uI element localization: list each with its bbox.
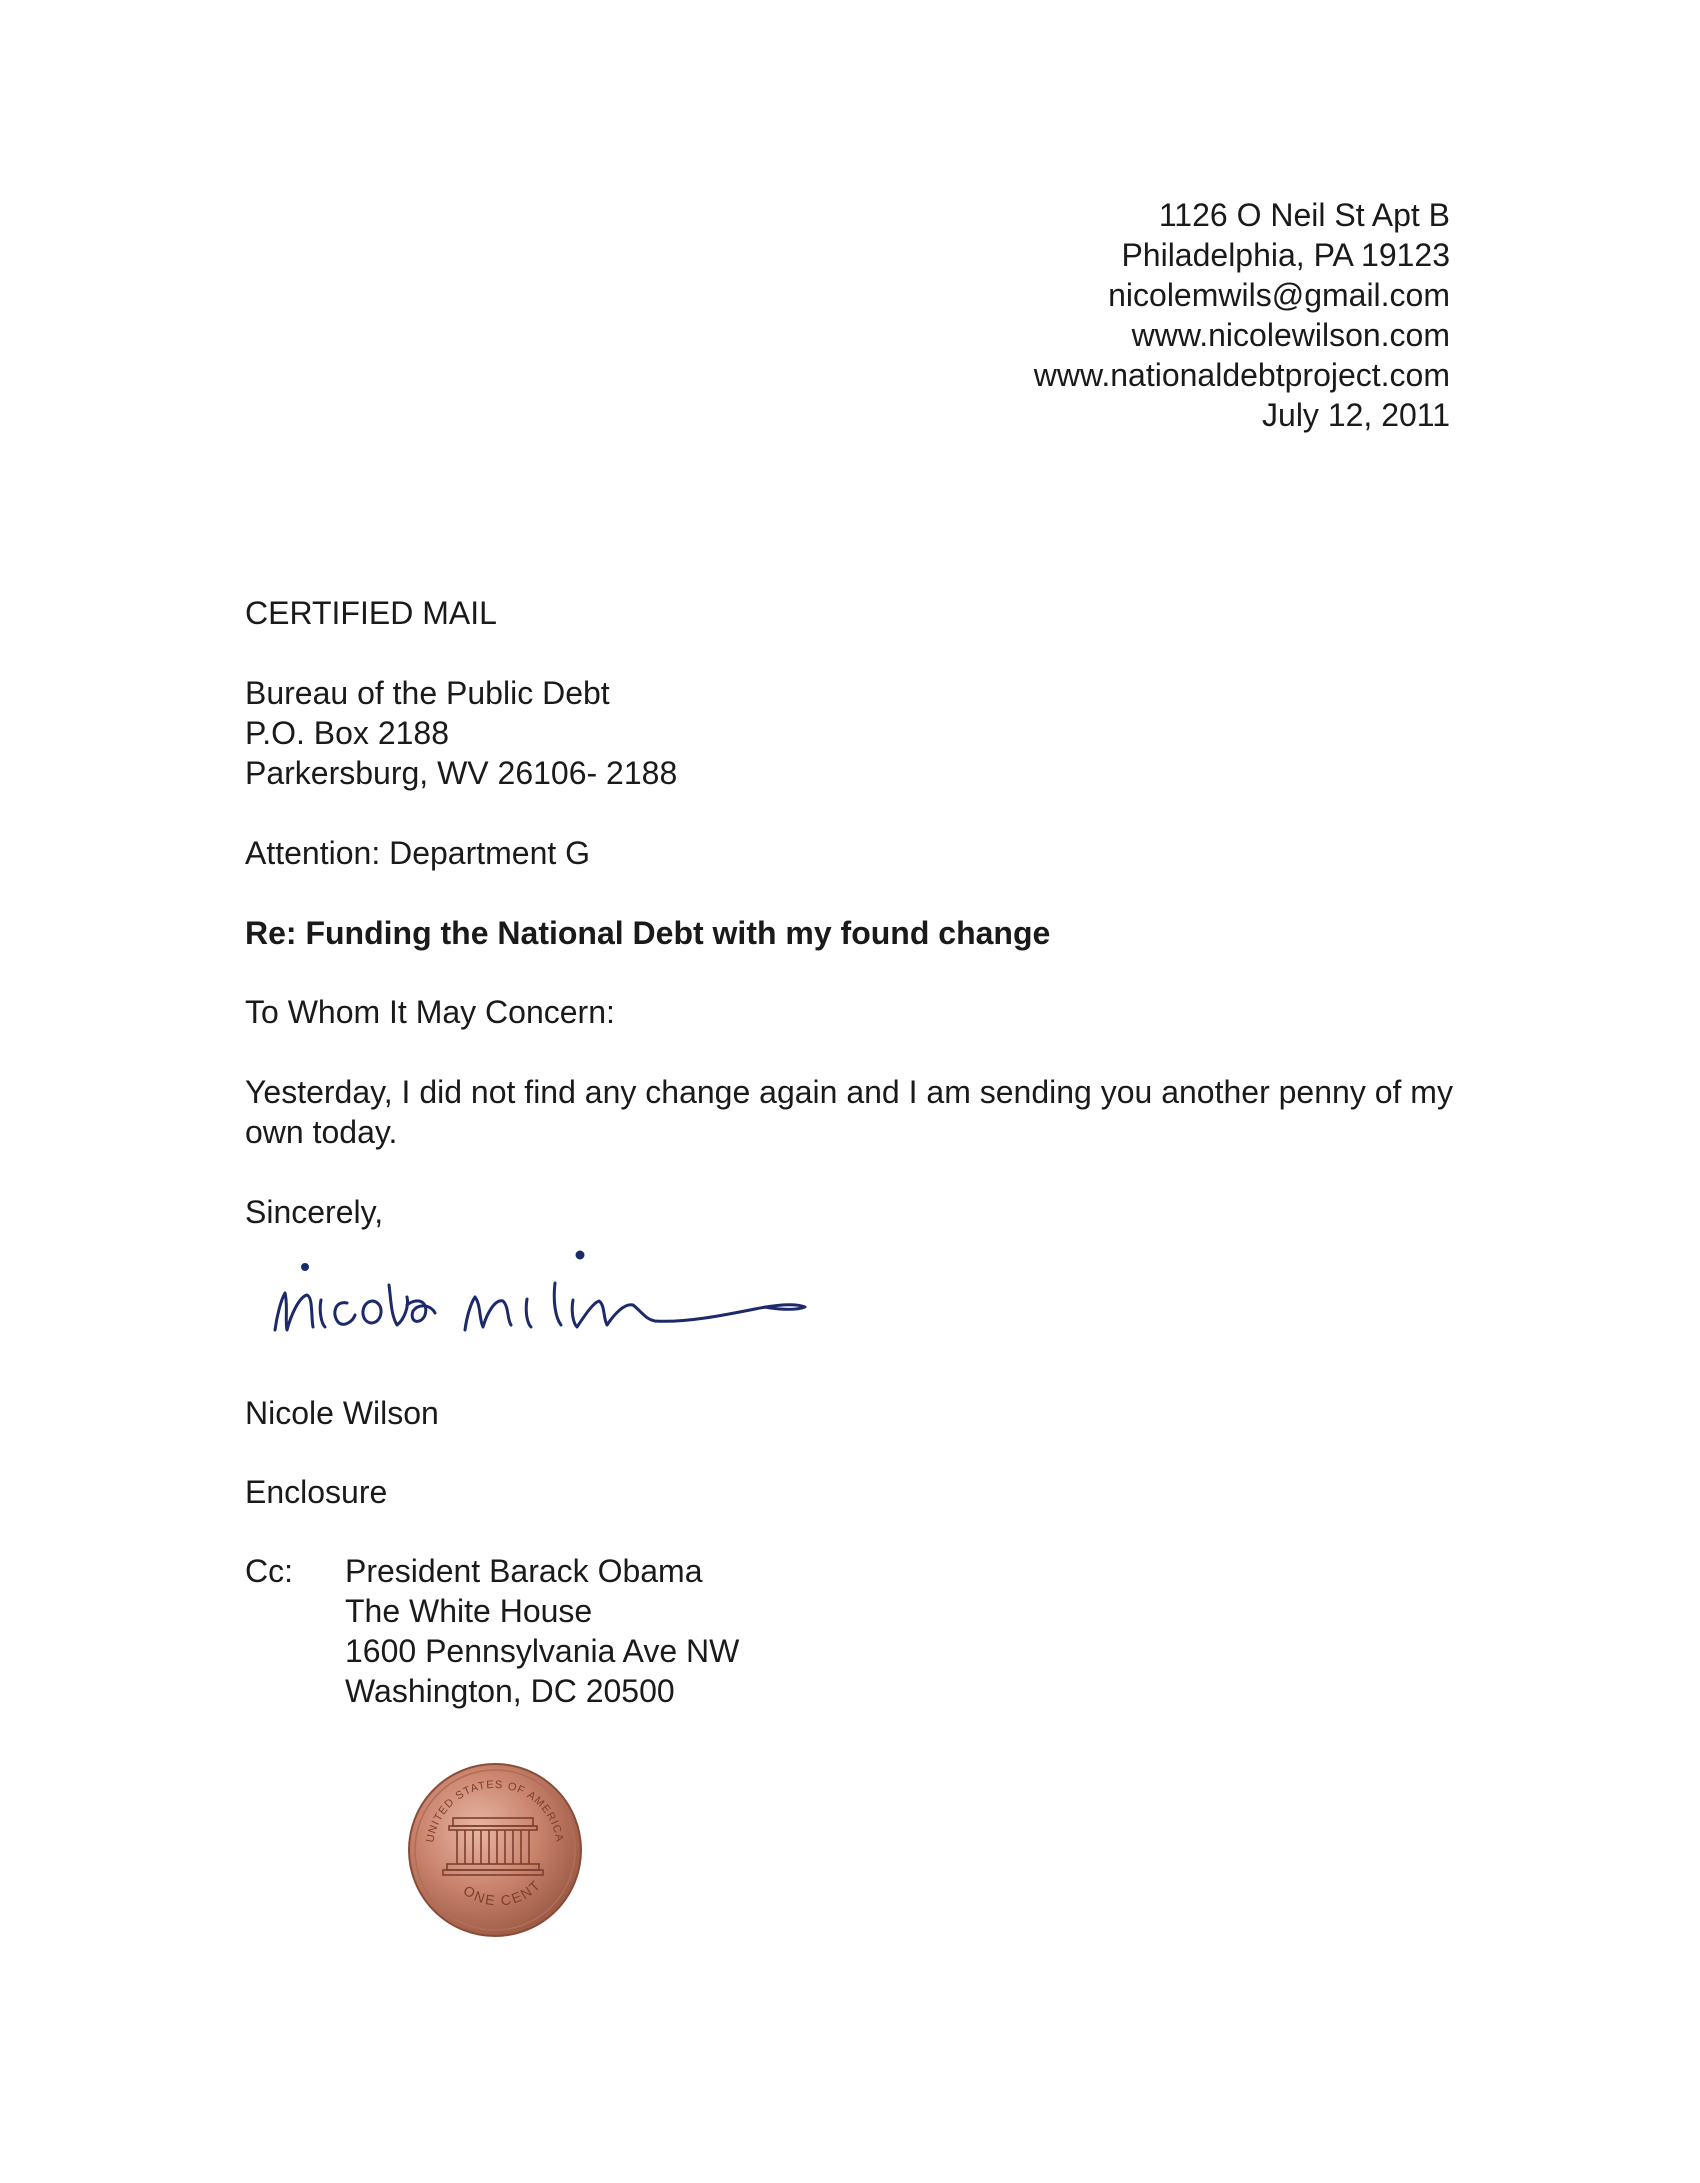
sender-address-line2: Philadelphia, PA 19123 — [1121, 237, 1450, 273]
cc-line-3: 1600 Pennsylvania Ave NW — [345, 1633, 740, 1669]
closing: Sincerely, — [245, 1194, 384, 1230]
handwritten-signature — [255, 1245, 815, 1355]
salutation: To Whom It May Concern: — [245, 994, 615, 1030]
signer-name: Nicole Wilson — [245, 1395, 439, 1431]
body-paragraph: Yesterday, I did not find any change again and I am sending you another penny of my own today. — [245, 1074, 1453, 1150]
attention-line: Attention: Department G — [245, 835, 591, 871]
sender-address-line1: 1126 O Neil St Apt B — [1158, 197, 1450, 233]
sender-address-block — [1034, 195, 1450, 435]
letter-date: July 12, 2011 — [1262, 397, 1450, 433]
penny-top-text: UNITED STATES OF AMERICA — [424, 1778, 566, 1844]
cc-line-2: The White House — [345, 1593, 593, 1629]
cc-recipient-block — [345, 1551, 739, 1711]
penny-coin-image — [405, 1760, 585, 1940]
cc-line-1: President Barack Obama — [345, 1553, 703, 1589]
enclosure-note: Enclosure — [245, 1474, 388, 1510]
recipient-city-line: Parkersburg, WV 26106- 2188 — [245, 755, 678, 791]
recipient-po-box: P.O. Box 2188 — [245, 715, 449, 751]
sender-website-1: www.nicolewilson.com — [1131, 317, 1450, 353]
cc-line-4: Washington, DC 20500 — [345, 1673, 675, 1709]
penny-bottom-text: ONE CENT — [460, 1876, 545, 1909]
subject-line: Re: Funding the National Debt with my found change — [245, 915, 1051, 951]
cc-label: Cc: — [245, 1553, 293, 1589]
recipient-name: Bureau of the Public Debt — [245, 675, 610, 711]
sender-website-2: www.nationaldebtproject.com — [1033, 357, 1450, 393]
mail-type: CERTIFIED MAIL — [245, 595, 497, 631]
sender-email: nicolemwils@gmail.com — [1108, 277, 1450, 313]
